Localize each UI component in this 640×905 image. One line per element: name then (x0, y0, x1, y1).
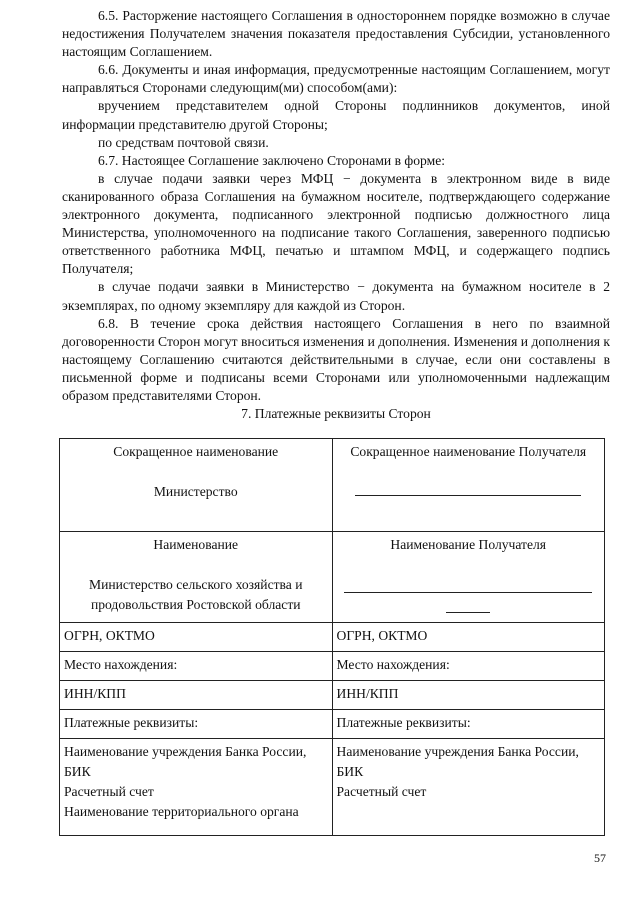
page-number: 57 (594, 851, 606, 865)
recipient-name-line (344, 592, 592, 593)
ministry-short-name-label: Сокращенное наименование (113, 444, 279, 459)
table-row (60, 710, 605, 739)
paragraph-6-7: 6.7. Настоящее Соглашение заключено Сторонами в форме: (98, 152, 446, 168)
ministry-territorial-body: Наименование территориального органа (64, 804, 299, 819)
recipient-account: Расчетный счет (336, 784, 427, 799)
recipient-bank-name: Наименование учреждения Банка России, БИК (336, 744, 579, 779)
ministry-ogrn-cell: ОГРН, ОКТМО (60, 623, 333, 652)
recipient-address-cell: Место нахождения: (332, 652, 605, 681)
paragraph-6-7-mfc: в случае подачи заявки через МФЦ − документа в электронном виде в виде сканированного образа Соглашения на бумажном носителе, подтверждающего содержание электронного документа, подписанного электронной подписью должностного лица Министерства, уполномоченного на подписание такого Соглашения, заверенного подписью ответственного работника МФЦ, печатью и штампом МФЦ, и содержащего подпись Получателя; (62, 170, 610, 277)
paragraph-6-5: 6.5. Расторжение настоящего Соглашения в одностороннем порядке возможно в случае недостижения Получателем значения показателя предоставления Субсидии, установленного настоящим Соглашением. (62, 8, 610, 60)
paragraph-6-6-method-1: вручением представителем одной Стороны подлинников документов, иной информации представителю другой Стороны; (62, 98, 610, 132)
paragraph-6-8: 6.8. В течение срока действия настоящего Соглашения в него по взаимной договоренности Сторон могут вноситься изменения и дополнения. Изменения и дополнения к настоящему Соглашению считаются действительными в случае, если они составлены в письменной форме и подписаны всеми Сторонами или уполномоченными надлежащим образом представителями Сторон. (62, 315, 610, 403)
ministry-bank-cell (60, 739, 333, 836)
table-row (60, 623, 605, 652)
ministry-inn-cell: ИНН/КПП (60, 681, 333, 710)
recipient-payment-cell: Платежные реквизиты: (332, 710, 605, 739)
recipient-name-cell (332, 532, 605, 623)
ministry-short-name-cell (60, 439, 333, 532)
table-row (60, 739, 605, 836)
recipient-ogrn-cell: ОГРН, ОКТМО (332, 623, 605, 652)
recipient-short-name-label: Сокращенное наименование Получателя (350, 444, 587, 459)
agreement-text (62, 7, 610, 423)
recipient-inn-cell: ИНН/КПП (332, 681, 605, 710)
ministry-name-label: Наименование (153, 537, 239, 552)
recipient-short-name-cell (332, 439, 605, 532)
payment-details-table (59, 438, 605, 836)
recipient-bank-cell (332, 739, 605, 836)
recipient-name-label: Наименование Получателя (390, 537, 547, 552)
recipient-short-name-line (355, 495, 581, 496)
ministry-name-cell (60, 532, 333, 623)
ministry-name-value: Министерство сельского хозяйства и продовольствия Ростовской области (89, 577, 303, 612)
recipient-name-line-short (446, 612, 490, 613)
section-title: 7. Платежные реквизиты Сторон (241, 406, 431, 422)
paragraph-6-6-method-2: по средствам почтовой связи. (98, 134, 269, 150)
ministry-short-name-value: Министерство (153, 484, 238, 499)
paragraph-6-6: 6.6. Документы и иная информация, предусмотренные настоящим Соглашением, могут направляться Сторонами следующим(ми) способом(ами): (62, 62, 610, 96)
table-row (60, 681, 605, 710)
table-row (60, 532, 605, 623)
table-row (60, 439, 605, 532)
ministry-bank-name: Наименование учреждения Банка России, БИК (64, 744, 307, 779)
paragraph-6-7-ministry: в случае подачи заявки в Министерство − документа на бумажном носителе в 2 экземплярах, по одному экземпляру для каждой из Сторон. (62, 279, 610, 313)
ministry-account: Расчетный счет (64, 784, 154, 799)
ministry-address-cell: Место нахождения: (60, 652, 333, 681)
ministry-payment-cell: Платежные реквизиты: (60, 710, 333, 739)
table-row (60, 652, 605, 681)
